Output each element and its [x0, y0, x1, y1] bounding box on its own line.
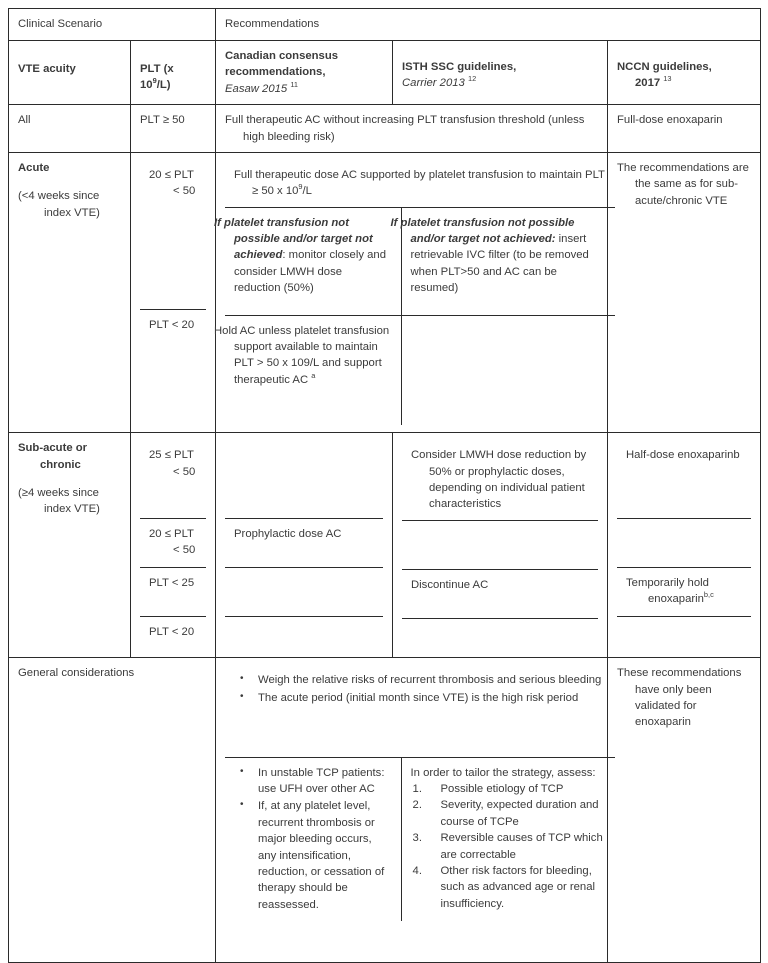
general-bottom-right-lead: In order to tailor the strategy, assess:	[410, 766, 596, 779]
list-item: • The acute period (initial month since VTE) is the high risk period	[234, 690, 606, 706]
nccn-sub-row-1	[617, 440, 751, 518]
header-nccn-line2: 2017	[635, 77, 661, 90]
header-clinical-scenario	[9, 9, 216, 41]
list-item: Other risk factors for bleeding, such as advanced age or renal insufficiency.	[440, 864, 596, 910]
general-top-row	[225, 665, 615, 757]
acuity-acute-sub-line1: (<4 weeks since	[18, 190, 100, 203]
canadian-sub-row-1	[225, 440, 383, 518]
cell-acute-rec-group	[216, 152, 608, 432]
plt-acute-20-50-line1: 20 ≤ PLT	[149, 168, 194, 181]
header-isth-citation: Carrier 2013	[402, 77, 465, 90]
isth-sub-row-4	[402, 618, 598, 633]
cell-canadian-sub-lt20	[225, 616, 383, 631]
header-nccn-citation-ref: 13	[663, 74, 672, 84]
plt-acute-row-2	[140, 310, 206, 341]
general-numbered-list	[411, 781, 607, 912]
plt-acute-row-1	[140, 160, 206, 310]
header-plt-prefix: PLT (x 10	[140, 63, 174, 92]
cell-nccn-sub-25-50	[617, 440, 751, 518]
spacer	[18, 176, 121, 188]
cell-acute-canadian-plt20	[214, 315, 401, 425]
cell-acuity-all	[9, 105, 131, 153]
nccn-sub-lt25-line2: enoxaparin	[648, 593, 704, 605]
header-canadian-line2: recommendations,	[225, 66, 326, 79]
cell-canadian-subacute-group	[216, 433, 393, 658]
nccn-sub-lt25-line1: Temporarily hold	[626, 576, 709, 589]
cell-plt-sub-lt25	[140, 567, 206, 616]
cell-plt-acute-group	[131, 152, 216, 432]
acute-canadian-plt20-text: Hold AC unless platelet transfusion support available to maintain PLT > 50 x 109/L and support therapeutic AC	[214, 324, 390, 386]
acuity-acute-title: Acute	[18, 161, 50, 174]
cell-isth-sub-lt25	[402, 569, 598, 618]
cell-acute-merged-rec	[225, 160, 615, 207]
plt-subacute-row-3	[140, 567, 206, 616]
cell-nccn-sub-20-50	[617, 518, 751, 567]
isth-sub-row-2	[402, 520, 598, 569]
cell-acuity-acute	[9, 152, 131, 432]
plt-acute-lt20-label: PLT < 20	[149, 319, 195, 332]
nccn-all-text: Full-dose enoxaparin	[617, 114, 723, 127]
cell-general-bottom-left	[225, 757, 401, 921]
nccn-sub-row-3	[617, 567, 751, 616]
cell-nccn-sub-lt20	[617, 616, 751, 631]
plt-sub-20-50-line2: < 50	[173, 544, 196, 556]
canadian-sub-row-3	[225, 567, 383, 616]
header-canadian-citation: Easaw 2015	[225, 82, 288, 95]
plt-sub-25-50-line2: < 50	[173, 465, 196, 478]
acute-isth-rest: insert retrievable IVC filter (to be removed when PLT>50 and AC can be resumed)	[410, 233, 589, 295]
cell-general-nccn	[608, 658, 761, 963]
cell-acute-isth-plt20-empty	[401, 315, 615, 425]
list-item: • In unstable TCP patients: use UFH over other AC	[234, 765, 392, 798]
header-vte-acuity-label: VTE acuity	[18, 63, 76, 75]
cell-general-rec-group	[216, 658, 608, 963]
nccn-sub-row-4	[617, 616, 751, 631]
nccn-acute-text: The recommendations are the same as for sub-acute/chronic VTE	[617, 161, 749, 207]
cell-nccn-acute	[608, 152, 761, 432]
plt-all-label: PLT ≥ 50	[140, 114, 185, 127]
list-item: Reversible causes of TCP which are correctable	[440, 832, 603, 861]
general-nccn-text: These recommendations have only been validated for enoxaparin	[617, 667, 742, 729]
cell-isth-subacute-group	[393, 433, 608, 658]
acute-isth-bold: If platelet transfusion not possible and/or target not achieved:	[390, 216, 575, 245]
rec-all-text: Full therapeutic AC without increasing PLT transfusion threshold (unless high bleeding risk)	[225, 114, 585, 143]
recommendations-table	[8, 8, 761, 963]
list-item: Severity, expected duration and course of TCPe	[440, 799, 599, 828]
cell-plt-sub-20-50	[140, 518, 206, 567]
list-item: • If, at any platelet level, recurrent thrombosis or major bleeding occurs, any intensification, reduction, or cessation of therapy should be reassessed.	[234, 798, 392, 913]
acute-rec-split-row	[225, 207, 615, 315]
table-row-general	[9, 658, 761, 963]
acuity-subacute-sub-line2: index VTE)	[44, 503, 100, 516]
canadian-sub-row-2	[225, 518, 383, 567]
acute-rec-merged-row	[225, 160, 615, 207]
isth-sub-25-50-text: Consider LMWH dose reduction by 50% or prophylactic doses, depending on individual patient characteristics	[411, 449, 587, 511]
cell-isth-sub-lt20	[402, 618, 598, 633]
nccn-sub-row-2	[617, 518, 751, 567]
header-isth	[393, 41, 608, 105]
acuity-subacute-sub-line1: (≥4 weeks since	[18, 486, 99, 499]
header-plt-units	[131, 41, 216, 105]
cell-rec-all-merged	[216, 105, 608, 153]
plt-subacute-row-2	[140, 518, 206, 567]
cell-canadian-sub-20-50	[225, 518, 383, 567]
cell-plt-acute-lt20	[140, 310, 206, 341]
header-recommendations-label: Recommendations	[225, 18, 320, 30]
header-plt-sup: 9	[152, 76, 157, 86]
header-nccn	[608, 41, 761, 105]
table-row-acute	[9, 152, 761, 432]
cell-plt-subacute-group	[131, 433, 216, 658]
cell-nccn-sub-lt25	[617, 567, 751, 616]
spacer	[18, 473, 121, 485]
canadian-subacute-inner-table	[225, 440, 383, 631]
cell-nccn-subacute-group	[608, 433, 761, 658]
cell-acute-isth	[390, 207, 615, 315]
acute-merged-rec-text: Full therapeutic dose AC supported by platelet transfusion to maintain PLT ≥ 50 x 10	[234, 168, 605, 198]
table-row-all	[9, 105, 761, 153]
acute-plt20-row	[225, 315, 615, 425]
acute-canadian-plt20-sup: a	[311, 370, 316, 380]
header-vte-acuity	[9, 41, 131, 105]
plt-sub-lt25-label: PLT < 25	[149, 576, 195, 589]
plt-subacute-row-1	[140, 440, 206, 518]
header-recommendations	[216, 9, 761, 41]
nccn-sub-25-50-text: Half-dose enoxaparinb	[626, 449, 740, 462]
acute-merged-rec-suffix: /L	[302, 185, 312, 198]
cell-canadian-sub-25-50	[225, 440, 383, 518]
cell-plt-sub-lt20	[140, 616, 206, 647]
general-rec-inner-table	[225, 665, 615, 921]
header-isth-citation-ref: 12	[467, 74, 477, 84]
acuity-all-label: All	[18, 114, 31, 127]
acute-rec-inner-table	[214, 160, 615, 425]
acute-merged-rec-sup: 9	[298, 182, 303, 192]
list-item: • Weigh the relative risks of recurrent thrombosis and serious bleeding	[234, 672, 606, 688]
plt-acute-20-50-line2: < 50	[173, 185, 196, 198]
nccn-subacute-inner-table	[617, 440, 751, 631]
cell-general-top-bullets	[225, 665, 615, 757]
acute-canadian-rest: : monitor closely and consider LMWH dose reduction (50%)	[234, 249, 386, 295]
plt-subacute-row-4	[140, 616, 206, 647]
header-isth-line1: ISTH SSC guidelines,	[402, 61, 517, 73]
plt-subacute-inner-table	[140, 440, 206, 647]
cell-general-label	[9, 658, 216, 963]
canadian-sub-row-4	[225, 616, 383, 631]
table-header-row-2	[9, 41, 761, 105]
general-bottom-bullet-list	[234, 765, 392, 913]
table-row-subacute	[9, 433, 761, 658]
cell-nccn-all	[608, 105, 761, 153]
header-canadian-line1: Canadian consensus	[225, 50, 339, 62]
header-canadian	[216, 41, 393, 105]
isth-subacute-inner-table	[402, 440, 598, 633]
header-plt-suffix: /L)	[156, 79, 171, 92]
canadian-sub-20-50-text: Prophylactic dose AC	[234, 527, 342, 540]
cell-plt-all	[131, 105, 216, 153]
acuity-acute-sub-line2: index VTE)	[44, 206, 100, 219]
acuity-subacute-title-line1: Sub-acute or	[18, 442, 88, 455]
header-clinical-scenario-label: Clinical Scenario	[18, 18, 103, 30]
cell-plt-sub-25-50	[140, 440, 206, 518]
general-considerations-label: General considerations	[18, 667, 135, 680]
acute-canadian-bold: If platelet transfusion not possible and/or target not achieved	[214, 216, 373, 262]
isth-sub-row-1	[402, 440, 598, 520]
header-canadian-citation-ref: 11	[290, 79, 299, 89]
isth-sub-row-3	[402, 569, 598, 618]
nccn-sub-lt25-sup: b,c	[703, 590, 714, 600]
cell-acute-canadian	[214, 207, 401, 315]
plt-sub-lt20-label: PLT < 20	[149, 625, 195, 638]
header-nccn-line1: NCCN guidelines,	[617, 61, 712, 73]
cell-plt-acute-20-50	[140, 160, 206, 310]
table-header-row-1	[9, 9, 761, 41]
plt-sub-25-50-line1: 25 ≤ PLT	[149, 449, 194, 462]
plt-sub-20-50-line1: 20 ≤ PLT	[149, 527, 194, 540]
acuity-subacute-title-line2: chronic	[40, 458, 81, 471]
cell-canadian-sub-lt25	[225, 567, 383, 616]
cell-acuity-subacute	[9, 433, 131, 658]
general-bottom-row	[225, 757, 615, 921]
cell-isth-sub-20-50	[402, 520, 598, 569]
general-top-bullet-list	[234, 672, 606, 706]
list-item: Possible etiology of TCP	[440, 783, 564, 795]
plt-acute-inner-table	[140, 160, 206, 341]
cell-isth-sub-25-50	[402, 440, 598, 520]
cell-general-bottom-right	[401, 757, 615, 921]
isth-sub-lt25-text: Discontinue AC	[411, 578, 489, 591]
